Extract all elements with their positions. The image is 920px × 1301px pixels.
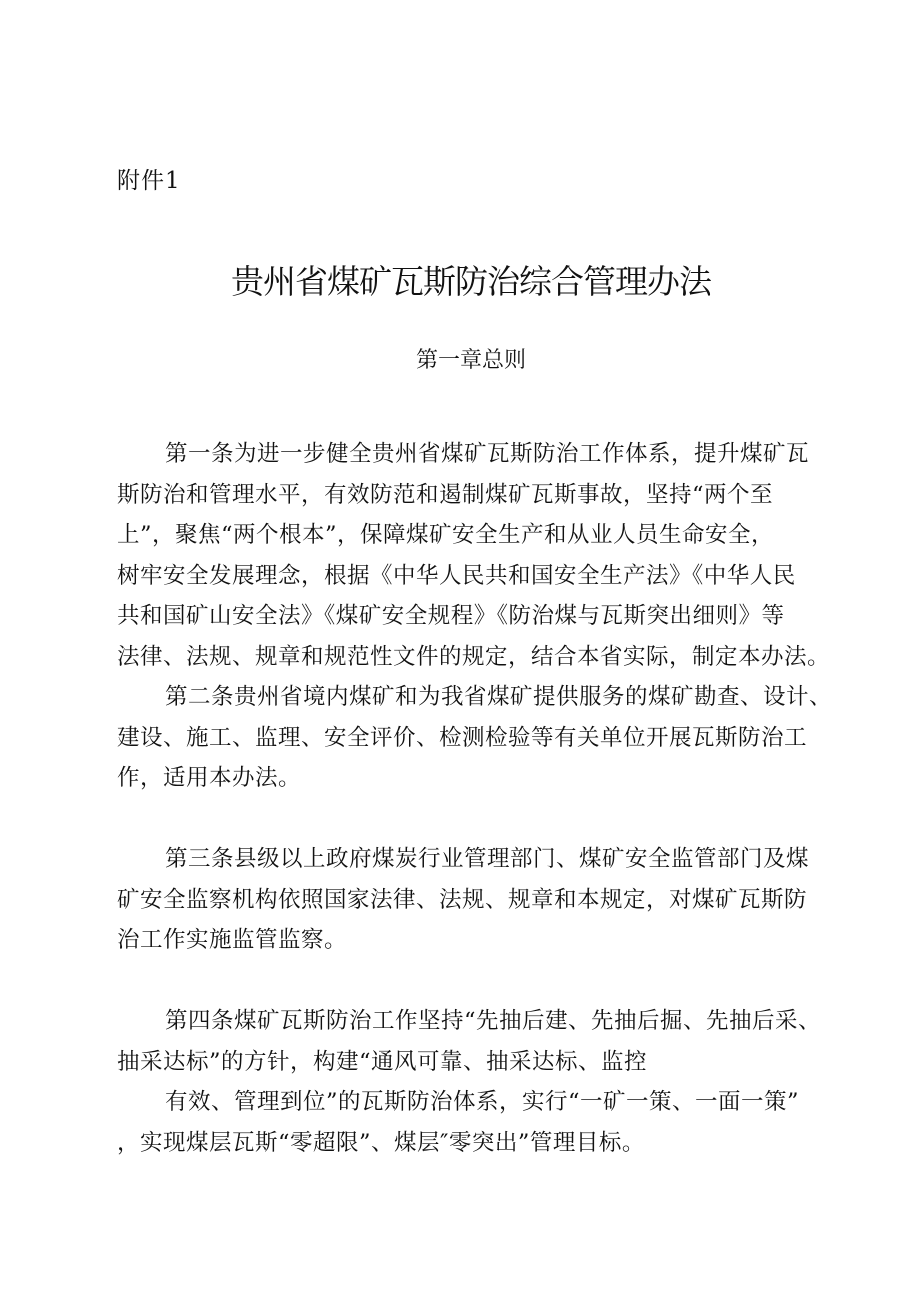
paragraph-line: 建设、施工、监理、安全评价、检测检验等有关单位开展瓦斯防治工 (117, 724, 808, 751)
paragraph-line: 法律、法规、规章和规范性文件的规定，结合本省实际，制定本办法。 (117, 643, 831, 670)
article-3-paragraph (117, 839, 837, 961)
chapter-heading: 第一章总则 (415, 348, 526, 373)
paragraph-line: 第四条煤矿瓦斯防治工作坚持“先抽后建、先抽后掘、先抽后采、 (165, 1008, 822, 1034)
paragraph-line: 抽采达标”的方针，构建“通风可靠、抽采达标、监控 (117, 1048, 648, 1075)
paragraph-line: 共和国矿山安全法》《煤矿安全规程》《防治煤与瓦斯突出细则》等 (117, 603, 785, 629)
paragraph-line: 矿安全监察机构依照国家法律、法规、规章和本规定，对煤矿瓦斯防 (117, 886, 808, 913)
attachment-label: 附件1 (117, 168, 181, 194)
article-4-paragraph (117, 1001, 837, 1082)
document-title: 贵州省煤矿瓦斯防治综合管理办法 (231, 262, 711, 301)
paragraph-line: 第二条贵州省境内煤矿和为我省煤矿提供服务的煤矿勘查、设计、 (165, 684, 833, 710)
paragraph-line: 作，适用本办法。 (117, 765, 302, 791)
paragraph-line: 树牢安全发展理念，根据《中华人民共和国安全生产法》《中华人民 (117, 562, 796, 589)
article-4-continuation (117, 1082, 837, 1163)
paragraph-line: 上”，聚焦“两个根本”，保障煤矿安全生产和从业人员生命安全， (117, 522, 775, 548)
paragraph-line: 斯防治和管理水平，有效防范和遏制煤矿瓦斯事故，坚持“两个至 (117, 481, 774, 508)
paragraph-line: 有效、管理到位”的瓦斯防治体系，实行“一矿一策、一面一策” (165, 1089, 800, 1115)
article-2-paragraph (117, 677, 837, 799)
paragraph-line: 治工作实施监管监察。 (117, 927, 348, 953)
paragraph-line: ，实现煤层瓦斯“零超限”、煤层″零突出”管理目标。 (117, 1129, 645, 1156)
article-1-paragraph (117, 434, 837, 677)
paragraph-line: 第三条县级以上政府煤炭行业管理部门、煤矿安全监管部门及煤 (165, 846, 810, 872)
paragraph-line: 第一条为进一步健全贵州省煤矿瓦斯防治工作体系，提升煤矿瓦 (165, 441, 810, 467)
